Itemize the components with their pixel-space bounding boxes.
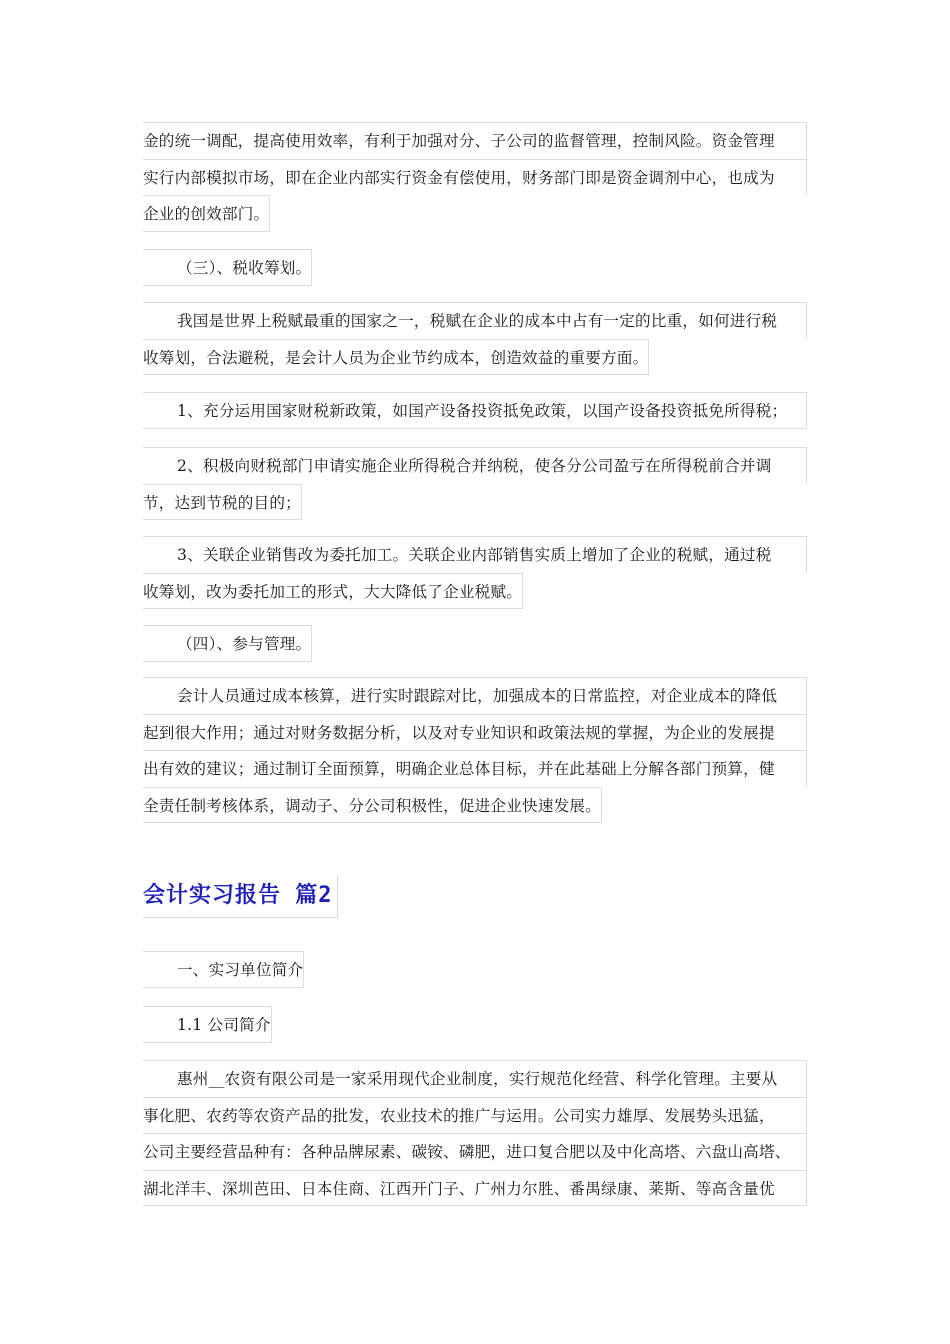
text-line: 出有效的建议；通过制订全面预算，明确企业总体目标，并在此基础上分解各部门预算，健 <box>143 750 807 787</box>
list-item-2 <box>143 447 807 534</box>
text-line: 会计人员通过成本核算，进行实时跟踪对比，加强成本的日常监控，对企业成本的降低 <box>143 677 807 714</box>
section-heading-company-intro <box>143 951 807 1001</box>
text-line: 2、积极向财税部门申请实施企业所得税合并纳税，使各分公司盈亏在所得税前合并调 <box>143 447 807 484</box>
text-line: （四）、参与管理。 <box>143 625 312 662</box>
report-heading: 会计实习报告 篇2 <box>143 875 338 918</box>
text-line: （三）、税收筹划。 <box>143 249 312 286</box>
section-heading-tax-planning <box>143 249 807 299</box>
text-line: 1.1 公司简介 <box>143 1006 272 1043</box>
text-line: 收筹划，改为委托加工的形式，大大降低了企业税赋。 <box>143 573 523 610</box>
paragraph-tax-burden <box>143 302 807 389</box>
text-line: 我国是世界上税赋最重的国家之一，税赋在企业的成本中占有一定的比重，如何进行税 <box>143 302 807 339</box>
list-item-3 <box>143 536 807 623</box>
text-line: 收筹划，合法避税，是会计人员为企业节约成本，创造效益的重要方面。 <box>143 339 649 376</box>
text-line: 节，达到节税的目的； <box>143 484 302 521</box>
text-line: 实行内部模拟市场，即在企业内部实行资金有偿使用，财务部门即是资金调剂中心，也成为 <box>143 159 807 196</box>
text-line: 一、实习单位简介 <box>143 951 304 988</box>
text-line: 惠州__农资有限公司是一家采用现代企业制度，实行规范化经营、科学化管理。主要从 <box>143 1060 807 1097</box>
text-line: 1、充分运用国家财税新政策，如国产设备投资抵免政策，以国产设备投资抵免所得税； <box>143 392 807 429</box>
section-heading-management <box>143 625 807 675</box>
paragraph-fund-management <box>143 122 807 245</box>
paragraph-company-intro <box>143 1060 807 1206</box>
text-line: 公司主要经营品种有：各种品牌尿素、碳铵、磷肥，进口复合肥以及中化高塔、六盘山高塔、 <box>143 1133 807 1170</box>
text-line: 企业的创效部门。 <box>143 195 270 232</box>
text-line: 起到很大作用；通过对财务数据分析，以及对专业知识和政策法规的掌握，为企业的发展提 <box>143 714 807 751</box>
list-item-1 <box>143 392 807 429</box>
text-line: 湖北洋丰、深圳芭田、日本住商、江西开门子、广州力尔胜、番禺绿康、莱斯、等高含量优 <box>143 1170 807 1207</box>
text-line: 3、关联企业销售改为委托加工。关联企业内部销售实质上增加了企业的税赋，通过税 <box>143 536 807 573</box>
text-line: 全责任制考核体系，调动子、分公司积极性，促进企业快速发展。 <box>143 787 602 824</box>
paragraph-participation <box>143 677 807 837</box>
text-line: 金的统一调配，提高使用效率，有利于加强对分、子公司的监督管理，控制风险。资金管理 <box>143 122 807 159</box>
text-line: 事化肥、农药等农资产品的批发，农业技术的推广与运用。公司实力雄厚、发展势头迅猛， <box>143 1097 807 1134</box>
subsection-heading-company-profile <box>143 1006 807 1056</box>
